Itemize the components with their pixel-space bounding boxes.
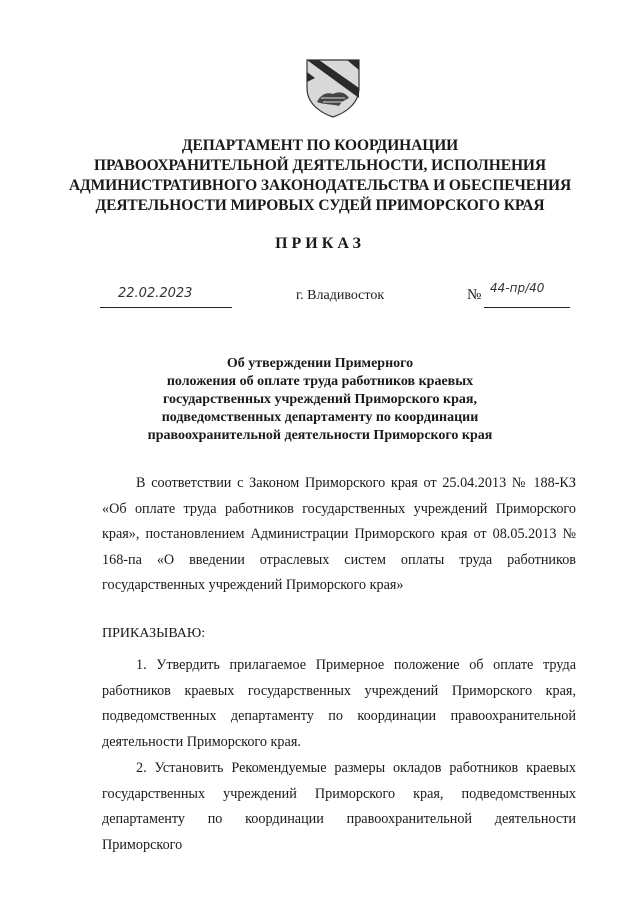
order-item-2: 2. Установить Рекомендуемые размеры окладов работников краевых государственных учреждений Приморского края, подведомственных департаменту по координации правоохранительной деятельности Приморского <box>102 760 576 853</box>
document-date: 22.02.2023 <box>118 286 193 301</box>
subject-line: государственных учреждений Приморского края, <box>163 392 477 407</box>
department-line: АДМИНИСТРАТИВНОГО ЗАКОНОДАТЕЛЬСТВА И ОБЕСПЕЧЕНИЯ <box>68 177 572 194</box>
coat-of-arms-icon <box>305 58 361 118</box>
order-word: ПРИКАЗЫВАЮ: <box>102 626 206 641</box>
document-city: г. Владивосток <box>296 288 385 303</box>
subject-line: правоохранительной деятельности Приморского края <box>147 428 493 443</box>
number-sign: № <box>467 287 482 303</box>
number-underline <box>484 293 570 308</box>
department-line: ДЕЯТЕЛЬНОСТИ МИРОВЫХ СУДЕЙ ПРИМОРСКОГО КРАЯ <box>95 197 545 214</box>
document-type: ПРИКАЗ <box>275 235 365 252</box>
order-item-1: 1. Утвердить прилагаемое Примерное положение об оплате труда работников краевых государственных учреждений Приморского края, подведомственных департаменту по координации правоохранительной деятельности Приморского края. <box>102 657 576 750</box>
subject-line: Об утверждении Примерного <box>226 356 414 371</box>
department-line: ДЕПАРТАМЕНТ ПО КООРДИНАЦИИ <box>181 137 459 154</box>
document-number: 44-пр/40 <box>490 281 545 295</box>
document-subject <box>140 355 500 445</box>
subject-line: подведомственных департаменту по координации <box>161 410 479 425</box>
subject-line: положения об оплате труда работников краевых <box>166 374 474 389</box>
department-line: ПРАВООХРАНИТЕЛЬНОЙ ДЕЯТЕЛЬНОСТИ, ИСПОЛНЕНИЯ <box>94 157 546 174</box>
preamble-paragraph: В соответствии с Законом Приморского края от 25.04.2013 № 188-КЗ «Об оплате труда работников государственных учреждений Приморского края», постановлением Администрации Приморского края от 08.05.2013 № 168-па «О введении отраслевых систем оплаты труда работников государственных учреждений Приморского края» <box>102 475 576 593</box>
department-name <box>60 136 580 216</box>
